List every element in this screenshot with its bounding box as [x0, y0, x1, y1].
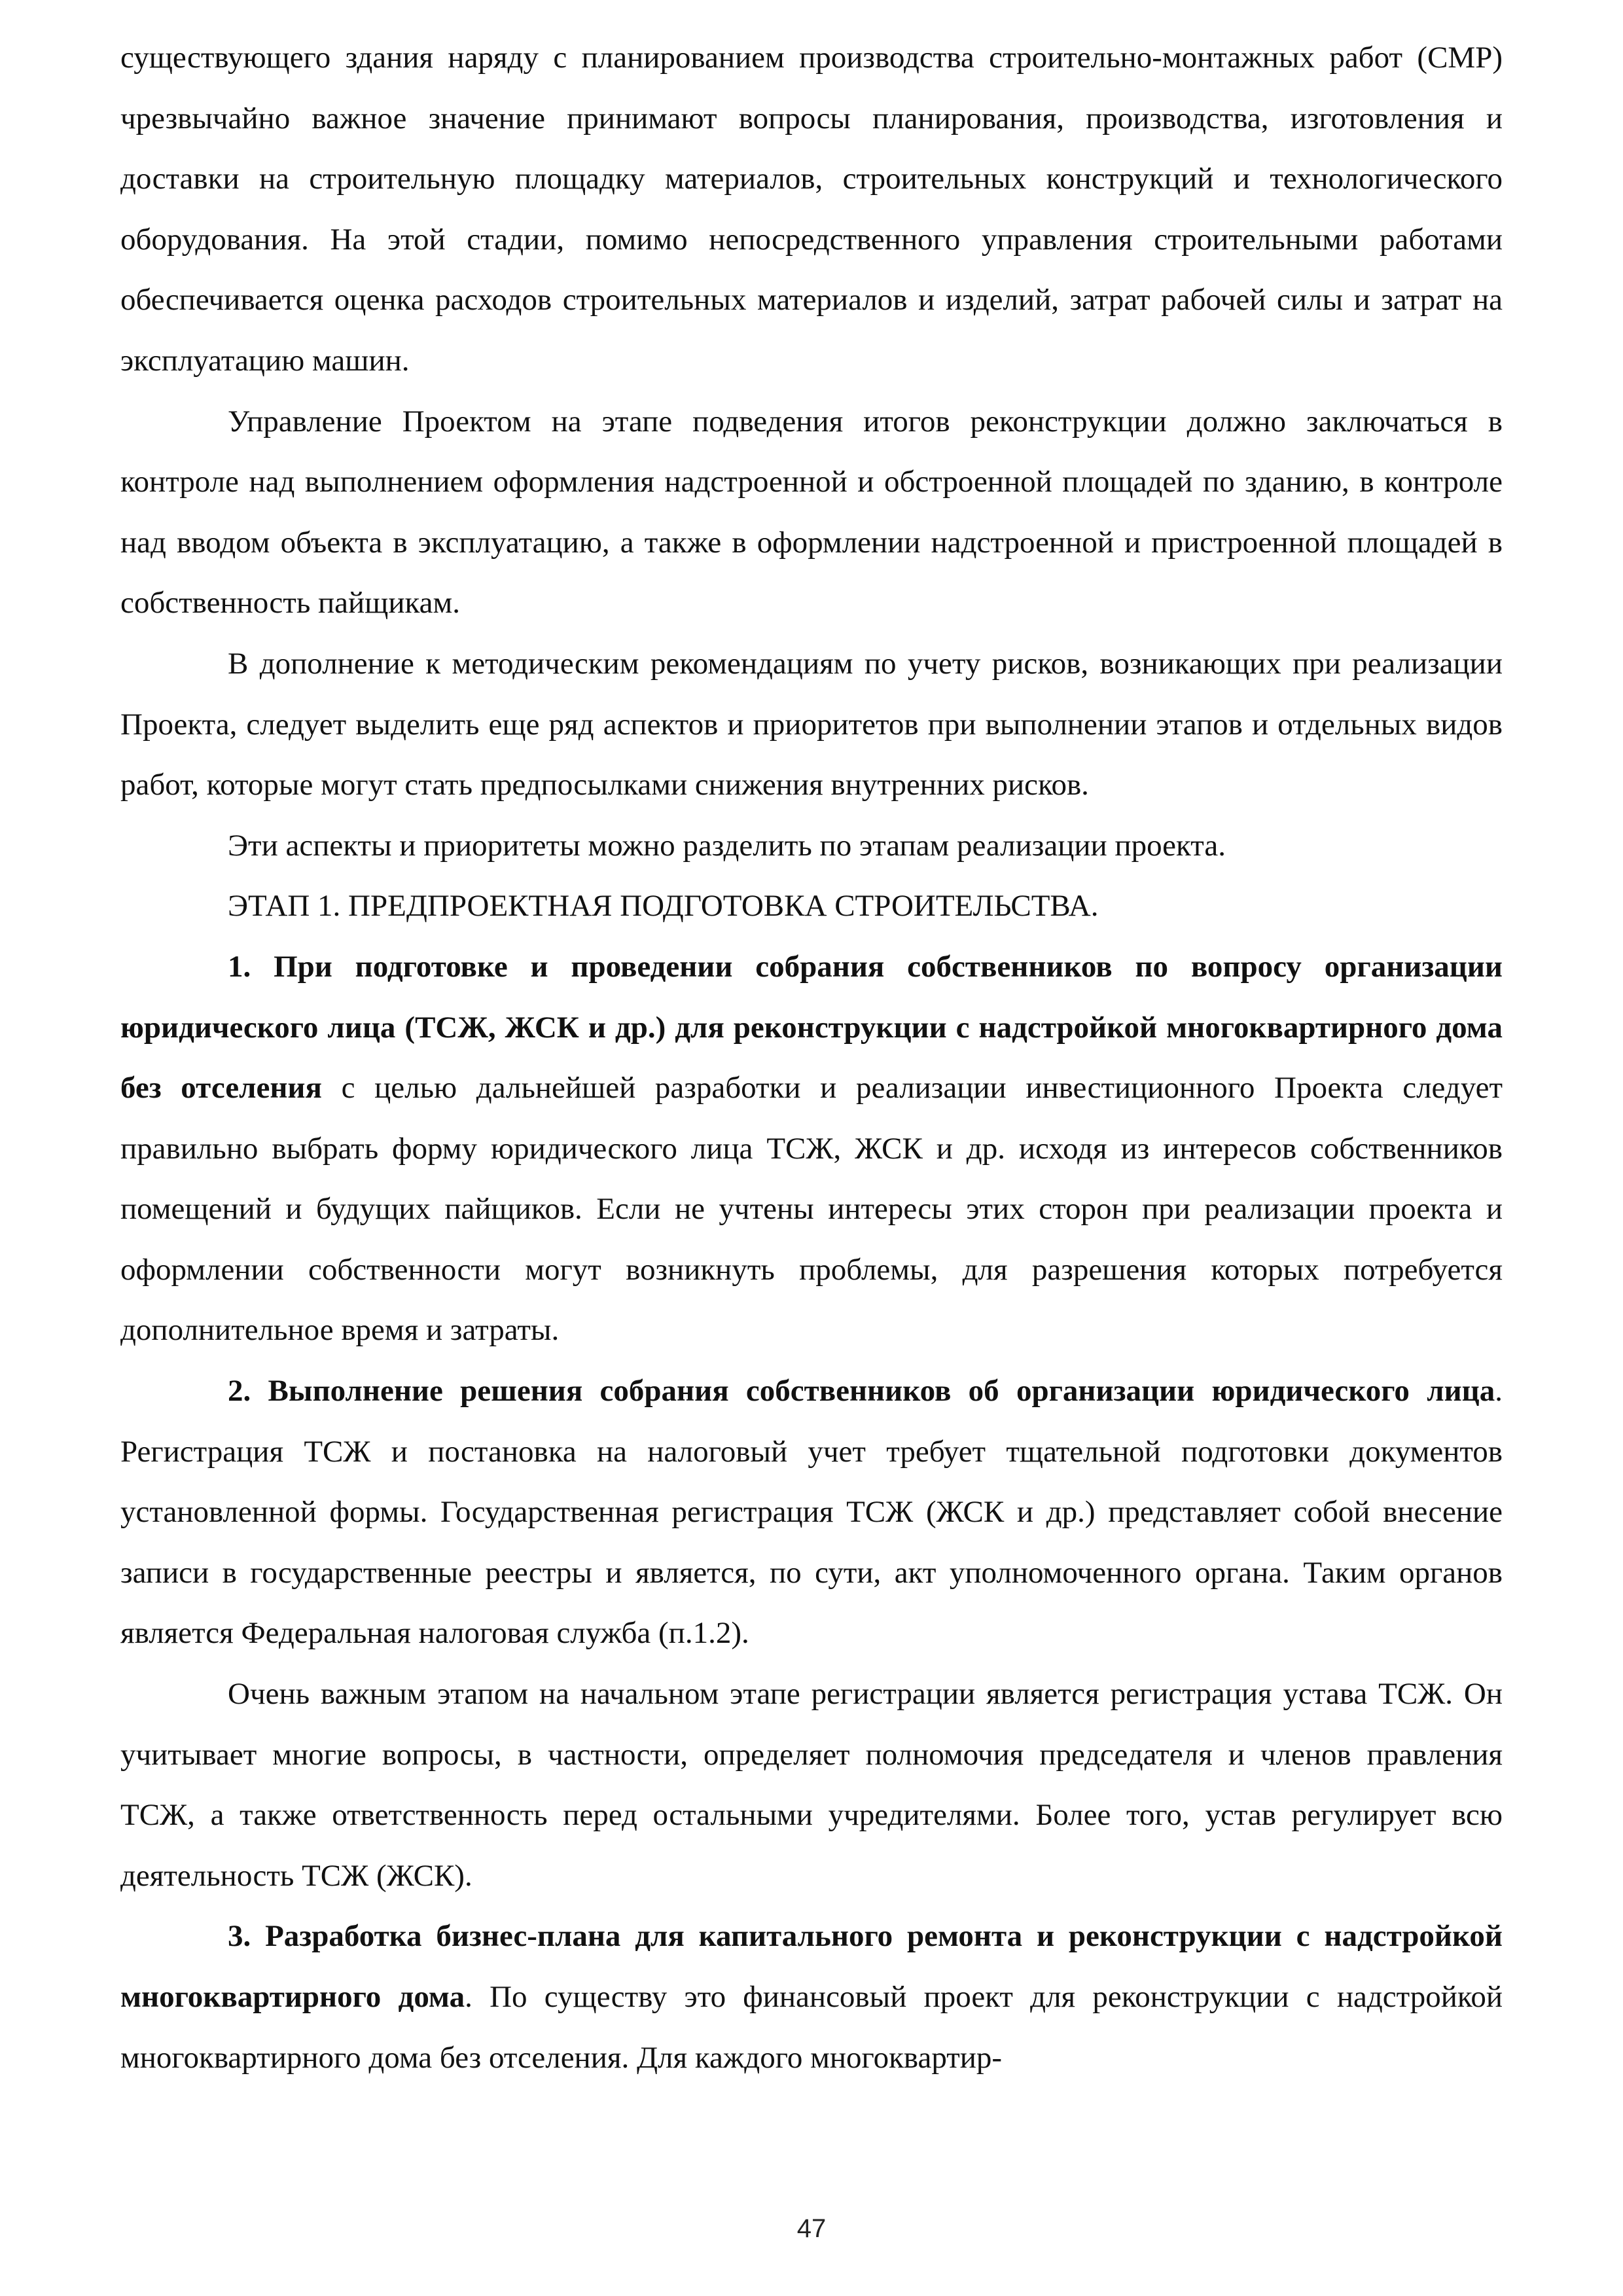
paragraph-text: Управление Проектом на этапе подведения итогов реконструкции должно заключаться в контроле над выполнением оформления надстроенной и обстроенной площадей по зданию, в контроле над вводом объекта в эксплуатацию, а также в оформлении надстроенной и пристроенной площадей в собственность пайщикам.	[120, 404, 1503, 620]
item-1-text: с целью дальнейшей разработки и реализации инвестиционного Проекта следует правильно выбрать форму юридического лица ТСЖ, ЖСК и др. исходя из интересов собственников помещений и будущих пайщиков. Если не учтены интересы этих сторон при реализации проекта и оформлении собственности могут возникнуть проблемы, для разрешения которых потребуется дополнительное время и затраты.	[120, 1071, 1503, 1348]
stage-heading-text: ЭТАП 1. ПРЕДПРОЕКТНАЯ ПОДГОТОВКА СТРОИТЕЛЬСТВА.	[228, 889, 1099, 924]
paragraph-risks	[120, 634, 1503, 816]
item-2-bold-lead: 2. Выполнение решения собрания собственников об организации юридического лица	[228, 1374, 1495, 1408]
paragraph-text: Очень важным этапом на начальном этапе регистрации является регистрация устава ТСЖ. Он учитывает многие вопросы, в частности, определяет полномочия председателя и членов правления ТСЖ, а также ответственность перед остальными учредителями. Более того, устав регулирует всю деятельность ТСЖ (ЖСК).	[120, 1677, 1503, 1893]
paragraph-continuation	[120, 27, 1503, 391]
item-1-bold-lead: 1. При подготовке и проведении собрания собственников по вопросу организации юридического лица (ТСЖ, ЖСК и др.) для реконструкции с надстройкой многоквартирного дома без отселения	[120, 949, 1503, 1105]
paragraph-charter	[120, 1664, 1503, 1906]
item-3-text: . По существу это финансовый проект для реконструкции с надстройкой многоквартирного дома без отселения. Для каждого многоквартир-	[120, 1980, 1503, 2075]
paragraph-item-3	[120, 1906, 1503, 2088]
paragraph-text: В дополнение к методическим рекомендациям по учету рисков, возникающих при реализации Проекта, следует выделить еще ряд аспектов и приоритетов при выполнении этапов и отдельных видов работ, которые могут стать предпосылками снижения внутренних рисков.	[120, 646, 1503, 802]
paragraph-project-management	[120, 391, 1503, 634]
item-2-text: . Регистрация ТСЖ и постановка на налоговый учет требует тщательной подготовки документов установленной формы. Государственная регистрация ТСЖ (ЖСК и др.) представляет собой внесение записи в государственные реестры и является, по сути, акт уполномоченного органа. Таким органов является Федеральная налоговая служба (п.1.2).	[120, 1374, 1503, 1651]
paragraph-text: существующего здания наряду с планированием производства строительно-монтажных работ (СМР) чрезвычайно важное значение принимают вопросы планирования, производства, изготовления и доставки на строительную площадку материалов, строительных конструкций и технологического оборудования. На этой стадии, помимо непосредственного управления строительными работами обеспечивается оценка расходов строительных материалов и изделий, затрат рабочей силы и затрат на эксплуатацию машин.	[120, 41, 1503, 378]
paragraph-text: Эти аспекты и приоритеты можно разделить по этапам реализации проекта.	[228, 828, 1226, 863]
paragraph-item-2	[120, 1361, 1503, 1664]
page-number: 47	[796, 2214, 827, 2243]
paragraph-item-1	[120, 937, 1503, 1361]
document-page	[120, 27, 1503, 2088]
paragraph-aspects	[120, 816, 1503, 876]
stage-heading	[120, 876, 1503, 937]
item-3-bold-lead: 3. Разработка бизнес-плана для капитального ремонта и реконструкции с надстройкой многоквартирного дома	[120, 1919, 1503, 2014]
